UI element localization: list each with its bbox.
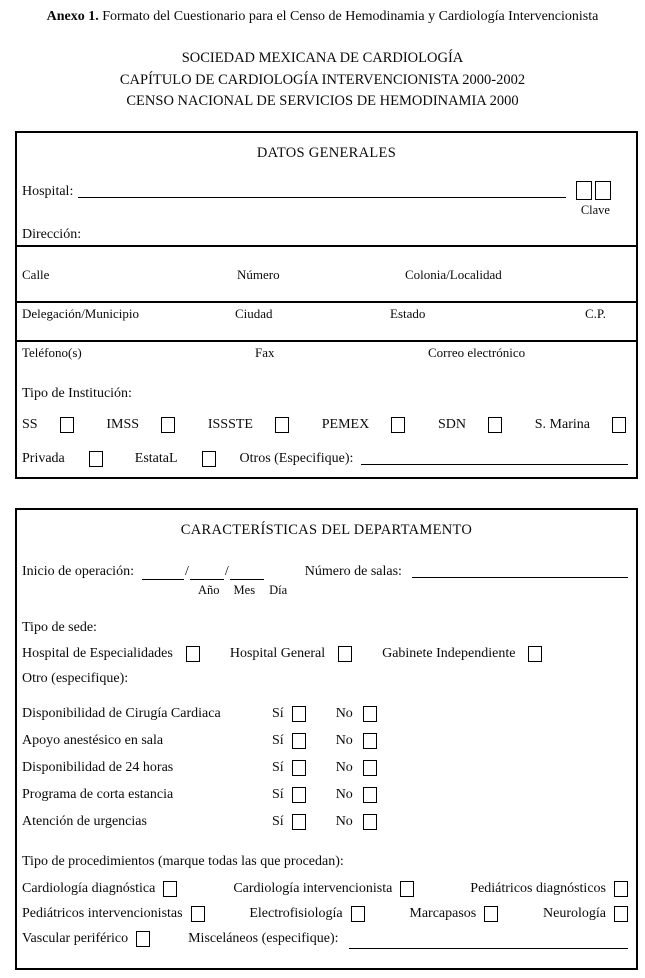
- cirugia-cardiaca-label: Disponibilidad de Cirugía Cardiaca: [22, 706, 221, 721]
- inicio-mes-line[interactable]: [190, 566, 224, 580]
- no-label: No: [335, 787, 353, 802]
- no-label: No: [335, 733, 353, 748]
- checkbox-hospital-general[interactable]: [338, 646, 352, 662]
- disponibilidad-24-horas-label: Disponibilidad de 24 horas: [22, 760, 174, 775]
- institucion-options-row-2: [22, 448, 628, 470]
- cp-label: C.P.: [585, 305, 606, 321]
- checkbox-imss[interactable]: [161, 417, 175, 433]
- issste-label: ISSSTE: [207, 416, 253, 432]
- option-ss: [22, 417, 74, 433]
- hospital-general-label: Hospital General: [229, 645, 326, 661]
- address-rule-1: [17, 245, 636, 247]
- delegacion-municipio-label: Delegación/Municipio: [22, 305, 139, 321]
- checkbox-marcapasos[interactable]: [484, 906, 498, 922]
- electrofisiologia-label: Electrofisiología: [249, 906, 343, 921]
- estado-label: Estado: [390, 305, 426, 321]
- neurologia-label: Neurología: [543, 906, 606, 921]
- checkbox-24-horas-si[interactable]: [292, 760, 306, 776]
- no-label: No: [335, 814, 353, 829]
- calle-label: Calle: [22, 266, 50, 282]
- gabinete-independiente-label: Gabinete Independiente: [382, 645, 516, 661]
- inicio-dia-line[interactable]: [230, 566, 264, 580]
- checkbox-pediatricos-intervencionistas[interactable]: [191, 906, 205, 922]
- inicio-operacion-label: Inicio de operación:: [22, 563, 134, 579]
- date-parts-caption: [198, 583, 636, 598]
- ciudad-label: Ciudad: [235, 305, 273, 321]
- checkbox-corta-estancia-si[interactable]: [292, 787, 306, 803]
- numero-salas-write-line[interactable]: [412, 564, 628, 578]
- mes-label: Mes: [233, 582, 256, 597]
- hospital-row: [22, 180, 611, 200]
- yn-row-apoyo-anestesico: [17, 728, 636, 755]
- yn-row-urgencias: [17, 809, 636, 836]
- option-marcapasos: [409, 906, 498, 922]
- si-label: Sí: [272, 814, 284, 829]
- option-s-marina: [535, 417, 626, 433]
- checkbox-estatal[interactable]: [202, 451, 216, 467]
- procedimientos-row-1: [22, 878, 628, 901]
- option-pediatricos-intervencionistas: [22, 906, 205, 922]
- address-row-3: [17, 342, 636, 372]
- institucion-options-row-1: [22, 414, 626, 436]
- option-cardiologia-intervencionista: [233, 881, 414, 897]
- hospital-especialidades-label: Hospital de Especialidades: [22, 645, 173, 661]
- checkbox-pemex[interactable]: [391, 417, 405, 433]
- yes-no-question-block: [17, 701, 636, 836]
- checkbox-apoyo-anestesico-no[interactable]: [363, 733, 377, 749]
- fax-label: Fax: [255, 344, 275, 360]
- no-label: No: [335, 706, 353, 721]
- atencion-urgencias-label: Atención de urgencias: [22, 814, 147, 829]
- imss-label: IMSS: [106, 416, 140, 432]
- colonia-localidad-label: Colonia/Localidad: [405, 266, 502, 282]
- option-cardiologia-diagnostica: [22, 881, 177, 897]
- estatal-label: EstataL: [134, 450, 178, 466]
- checkbox-corta-estancia-no[interactable]: [363, 787, 377, 803]
- checkbox-pediatricos-diagnosticos[interactable]: [614, 881, 628, 897]
- privada-label: Privada: [22, 450, 65, 466]
- numero-label: Número: [237, 266, 280, 282]
- miscelaneos-write-line[interactable]: [349, 935, 628, 949]
- procedimientos-row-2: [22, 903, 628, 926]
- checkbox-apoyo-anestesico-si[interactable]: [292, 733, 306, 749]
- s-marina-label: S. Marina: [534, 416, 590, 432]
- option-issste: [208, 417, 289, 433]
- checkbox-neurologia[interactable]: [614, 906, 628, 922]
- ss-label: SS: [22, 416, 38, 432]
- cardiologia-diagnostica-label: Cardiología diagnóstica: [22, 881, 156, 896]
- inicio-operacion-row: [22, 558, 628, 580]
- checkbox-privada[interactable]: [89, 451, 103, 467]
- checkbox-issste[interactable]: [275, 417, 289, 433]
- date-slash-1: /: [184, 563, 189, 579]
- checkbox-cardiologia-diagnostica[interactable]: [163, 881, 177, 897]
- si-label: Sí: [272, 760, 284, 775]
- option-imss: [106, 417, 175, 433]
- clave-label: Clave: [580, 202, 610, 217]
- checkbox-urgencias-no[interactable]: [363, 814, 377, 830]
- clave-box-2[interactable]: [595, 181, 611, 200]
- tipo-institucion-label: Tipo de Institución:: [22, 385, 132, 401]
- numero-salas-label: Número de salas:: [304, 563, 402, 579]
- annex-number: Anexo 1.: [46, 9, 99, 24]
- otros-especifique-label: Otros (Especifique):: [239, 450, 354, 466]
- org-line-census: CENSO NACIONAL DE SERVICIOS DE HEMODINAMIA 2000: [126, 93, 519, 109]
- inicio-ano-line[interactable]: [142, 566, 184, 580]
- checkbox-gabinete-independiente[interactable]: [528, 646, 542, 662]
- no-label: No: [335, 760, 353, 775]
- yn-row-24-horas: [17, 755, 636, 782]
- miscelaneos-label: Misceláneos (especifique):: [188, 931, 339, 946]
- address-row-1: [17, 264, 636, 301]
- checkbox-cardiologia-intervencionista[interactable]: [400, 881, 414, 897]
- option-pemex: [322, 417, 405, 433]
- cardiologia-intervencionista-label: Cardiología intervencionista: [233, 881, 393, 896]
- datos-generales-section: [15, 131, 638, 479]
- apoyo-anestesico-label: Apoyo anestésico en sala: [22, 733, 164, 748]
- checkbox-sdn[interactable]: [488, 417, 502, 433]
- correo-electronico-label: Correo electrónico: [428, 344, 526, 360]
- option-sdn: [438, 417, 502, 433]
- option-electrofisiologia: [249, 906, 364, 922]
- option-pediatricos-diagnosticos: [470, 881, 628, 897]
- checkbox-hospital-especialidades[interactable]: [186, 646, 200, 662]
- yn-row-corta-estancia: [17, 782, 636, 809]
- checkbox-urgencias-si[interactable]: [292, 814, 306, 830]
- checkbox-s-marina[interactable]: [612, 417, 626, 433]
- org-heading: [0, 48, 645, 113]
- pediatricos-intervencionistas-label: Pediátricos intervencionistas: [22, 906, 183, 921]
- datos-generales-title: DATOS GENERALES: [256, 144, 397, 161]
- org-line-society: SOCIEDAD MEXICANA DE CARDIOLOGÍA: [181, 50, 464, 66]
- marcapasos-label: Marcapasos: [409, 906, 477, 921]
- hospital-label: Hospital:: [22, 183, 74, 199]
- caracteristicas-section: [15, 508, 638, 970]
- checkbox-cirugia-cardiaca-no[interactable]: [363, 706, 377, 722]
- direccion-label: Dirección:: [22, 226, 82, 242]
- address-row-2: [17, 303, 636, 340]
- org-line-chapter: CAPÍTULO DE CARDIOLOGÍA INTERVENCIONISTA 2000-2002: [119, 71, 526, 88]
- checkbox-vascular-periferico[interactable]: [136, 931, 150, 947]
- checkbox-24-horas-no[interactable]: [363, 760, 377, 776]
- si-label: Sí: [272, 733, 284, 748]
- si-label: Sí: [272, 787, 284, 802]
- otros-write-line[interactable]: [361, 451, 628, 465]
- otro-especifique-label: Otro (especifique):: [22, 670, 129, 686]
- sdn-label: SDN: [437, 416, 466, 432]
- caracteristicas-title: CARACTERÍSTICAS DEL DEPARTAMENTO: [180, 521, 473, 538]
- clave-box-1[interactable]: [576, 181, 592, 200]
- hospital-write-line[interactable]: [78, 184, 566, 198]
- annex-title: Formato del Cuestionario para el Censo de Hemodinamia y Cardiología Intervencionista: [98, 9, 599, 24]
- yn-row-cirugia-cardiaca: [17, 701, 636, 728]
- vascular-periferico-label: Vascular periférico: [22, 931, 129, 946]
- option-neurologia: [543, 906, 628, 922]
- pediatricos-diagnosticos-label: Pediátricos diagnósticos: [470, 881, 606, 896]
- corta-estancia-label: Programa de corta estancia: [22, 787, 174, 802]
- annex-heading: [0, 0, 645, 25]
- procedimientos-row-3: [22, 928, 628, 951]
- telefonos-label: Teléfono(s): [22, 344, 82, 360]
- tipo-procedimientos-label: Tipo de procedimientos (marque todas las que procedan):: [22, 853, 344, 869]
- checkbox-cirugia-cardiaca-si[interactable]: [292, 706, 306, 722]
- pemex-label: PEMEX: [321, 416, 370, 432]
- dia-label: Día: [269, 582, 288, 597]
- si-label: Sí: [272, 706, 284, 721]
- tipo-sede-label: Tipo de sede:: [22, 619, 97, 635]
- checkbox-ss[interactable]: [60, 417, 74, 433]
- ano-label: Año: [198, 582, 220, 597]
- date-slash-2: /: [224, 563, 229, 579]
- checkbox-electrofisiologia[interactable]: [351, 906, 365, 922]
- tipo-sede-options: [22, 643, 622, 665]
